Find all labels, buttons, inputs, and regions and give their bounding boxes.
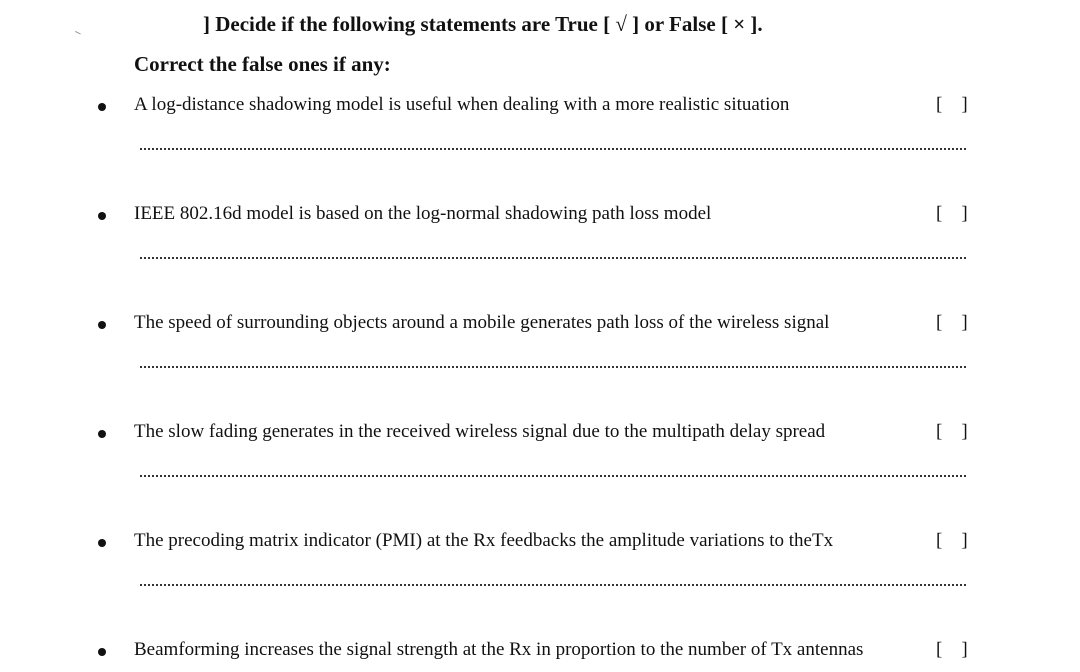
statement-text: IEEE 802.16d model is based on the log-normal shadowing path loss model	[134, 203, 712, 224]
instruction-heading: ] Decide if the following statements are True [ √ ] or False [ × ].	[203, 12, 763, 36]
statement-text: The precoding matrix indicator (PMI) at the Rx feedbacks the amplitude variations to theTx	[134, 530, 834, 551]
statement-text: The speed of surrounding objects around a mobile generates path loss of the wireless signal	[134, 312, 830, 333]
stray-mark	[73, 31, 81, 38]
correction-line[interactable]	[140, 257, 966, 259]
bullet-icon	[98, 212, 106, 220]
bullet-icon	[98, 103, 106, 111]
answer-bracket[interactable]: [ ]	[936, 94, 968, 115]
bullet-icon	[98, 539, 106, 547]
statement-text: The slow fading generates in the received wireless signal due to the multipath delay spread	[134, 421, 826, 442]
statement-text: Beamforming increases the signal strength at the Rx in proportion to the number of Tx antennas	[134, 639, 864, 660]
bullet-icon	[98, 648, 106, 656]
correction-line[interactable]	[140, 366, 966, 368]
correction-line[interactable]	[140, 148, 966, 150]
answer-bracket[interactable]: [ ]	[936, 530, 968, 551]
bullet-icon	[98, 321, 106, 329]
answer-bracket[interactable]: [ ]	[936, 639, 968, 660]
correction-line[interactable]	[140, 584, 966, 586]
answer-bracket[interactable]: [ ]	[936, 312, 968, 333]
instruction-subheading: Correct the false ones if any:	[134, 52, 391, 76]
bullet-icon	[98, 430, 106, 438]
correction-line[interactable]	[140, 475, 966, 477]
answer-bracket[interactable]: [ ]	[936, 421, 968, 442]
answer-bracket[interactable]: [ ]	[936, 203, 968, 224]
statement-text: A log-distance shadowing model is useful when dealing with a more realistic situation	[134, 94, 790, 115]
